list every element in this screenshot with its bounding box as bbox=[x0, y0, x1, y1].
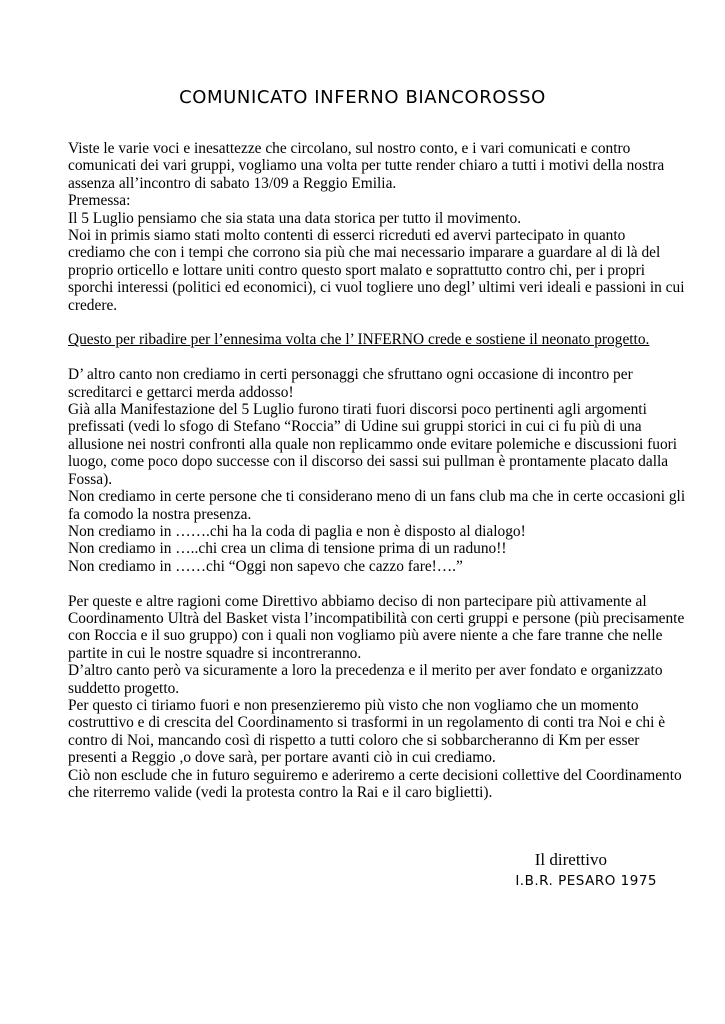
body-line: sporchi interessi (politici ed economici), ci vuol togliere uno degl’ ultimi veri ideali e passioni in cui bbox=[68, 279, 685, 297]
body-line: Non crediamo in certe persone che ti considerano meno di un fans club ma che in certe occasioni gli bbox=[68, 488, 686, 506]
signature-organization: I.B.R. PESARO 1975 bbox=[515, 873, 657, 889]
signature: Il direttivo bbox=[534, 850, 607, 869]
body-line: crediamo che con i tempi che corrono sia più che mai necessario imparare a guardare al di là del bbox=[68, 244, 661, 262]
body-line: con Roccia e il suo gruppo) con i quali non vogliamo più avere niente a che fare tranne che nelle bbox=[68, 627, 663, 645]
body-line: comunicati dei vari gruppi, vogliamo una volta per tutte render chiaro a tutti i motivi della nostra bbox=[68, 157, 665, 175]
document-body bbox=[68, 140, 686, 801]
body-line: Per queste e altre ragioni come Direttivo abbiamo deciso di non partecipare più attivamente al bbox=[68, 592, 647, 610]
body-line: credere. bbox=[68, 296, 118, 314]
body-line: Coordinamento Ultrà del Basket vista l’incompatibilità con certi gruppi e persone (più precisamente bbox=[68, 609, 685, 627]
paragraph-spacer bbox=[68, 575, 668, 592]
body-line: Già alla Manifestazione del 5 Luglio furono tirati fuori discorsi poco pertinenti agli argomenti bbox=[68, 401, 647, 419]
body-line: Non crediamo in ……chi “Oggi non sapevo che cazzo fare!….” bbox=[68, 557, 463, 575]
body-line: proprio orticello e lottare uniti contro questo sport malato e soprattutto contro chi, per i propri bbox=[68, 261, 645, 279]
body-line: Fossa). bbox=[68, 470, 113, 488]
body-line: fa comodo la nostra presenza. bbox=[68, 505, 252, 523]
paragraph-spacer bbox=[68, 349, 668, 366]
underlined-statement: Questo per ribadire per l’ennesima volta che l’ INFERNO crede e sostiene il neonato progetto. bbox=[68, 331, 650, 349]
body-line: contro di Noi, mancando così di rispetto a tutti coloro che si sobbarcheranno di Km per esser bbox=[68, 731, 640, 749]
document-title: COMUNICATO INFERNO BIANCOROSSO bbox=[179, 87, 546, 108]
body-line: Noi in primis siamo stati molto contenti di esserci ricreduti ed avervi partecipato in quanto bbox=[68, 227, 626, 245]
body-line: Il 5 Luglio pensiamo che sia stata una data storica per tutto il movimento. bbox=[68, 209, 522, 227]
body-line: assenza all’incontro di sabato 13/09 a Reggio Emilia. bbox=[68, 174, 397, 192]
body-line: Ciò non esclude che in futuro seguiremo e aderiremo a certe decisioni collettive del Coordinamento bbox=[68, 766, 682, 784]
body-line: costruttivo e di crescita del Coordinamento si trasformi in un regolamento di conti tra Noi e chi è bbox=[68, 714, 666, 732]
body-line: screditarci e gettarci merda addosso! bbox=[68, 383, 294, 401]
body-line: luogo, come poco dopo successe con il discorso dei sassi sui pullman è prontamente placato dalla bbox=[68, 453, 669, 471]
paragraph-spacer bbox=[68, 314, 668, 331]
body-line: Non crediamo in …..chi crea un clima di tensione prima di un raduno!! bbox=[68, 540, 507, 558]
body-line: partite in cui le nostre squadre si incontreranno. bbox=[68, 644, 362, 662]
body-line: presenti a Reggio ,o dove sarà, per portare avanti ciò in cui crediamo. bbox=[68, 749, 496, 767]
body-line: Premessa: bbox=[68, 192, 131, 210]
body-line: Viste le varie voci e inesattezze che circolano, sul nostro conto, e i vari comunicati e contro bbox=[68, 140, 631, 157]
body-line: che riterremo valide (vedi la protesta contro la Rai e il caro biglietti). bbox=[68, 783, 493, 801]
body-line: Non crediamo in …….chi ha la coda di paglia e non è disposto al dialogo! bbox=[68, 522, 526, 540]
body-line: prefissati (vedi lo sfogo di Stefano “Roccia” di Udine sui gruppi storici in cui ci fu più di una bbox=[68, 418, 642, 436]
body-line: D’ altro canto non crediamo in certi personaggi che sfruttano ogni occasione di incontro per bbox=[68, 366, 633, 384]
body-line: D’altro canto però va sicuramente a loro la precedenza e il merito per aver fondato e organizzato bbox=[68, 662, 663, 680]
body-line: allusione nei nostri confronti alla quale non replicammo onde evitare polemiche e discussioni fuori bbox=[68, 435, 678, 453]
body-line: suddetto progetto. bbox=[68, 679, 180, 697]
body-line: Per questo ci tiriamo fuori e non presenzieremo più visto che non vogliamo che un momento bbox=[68, 696, 639, 714]
